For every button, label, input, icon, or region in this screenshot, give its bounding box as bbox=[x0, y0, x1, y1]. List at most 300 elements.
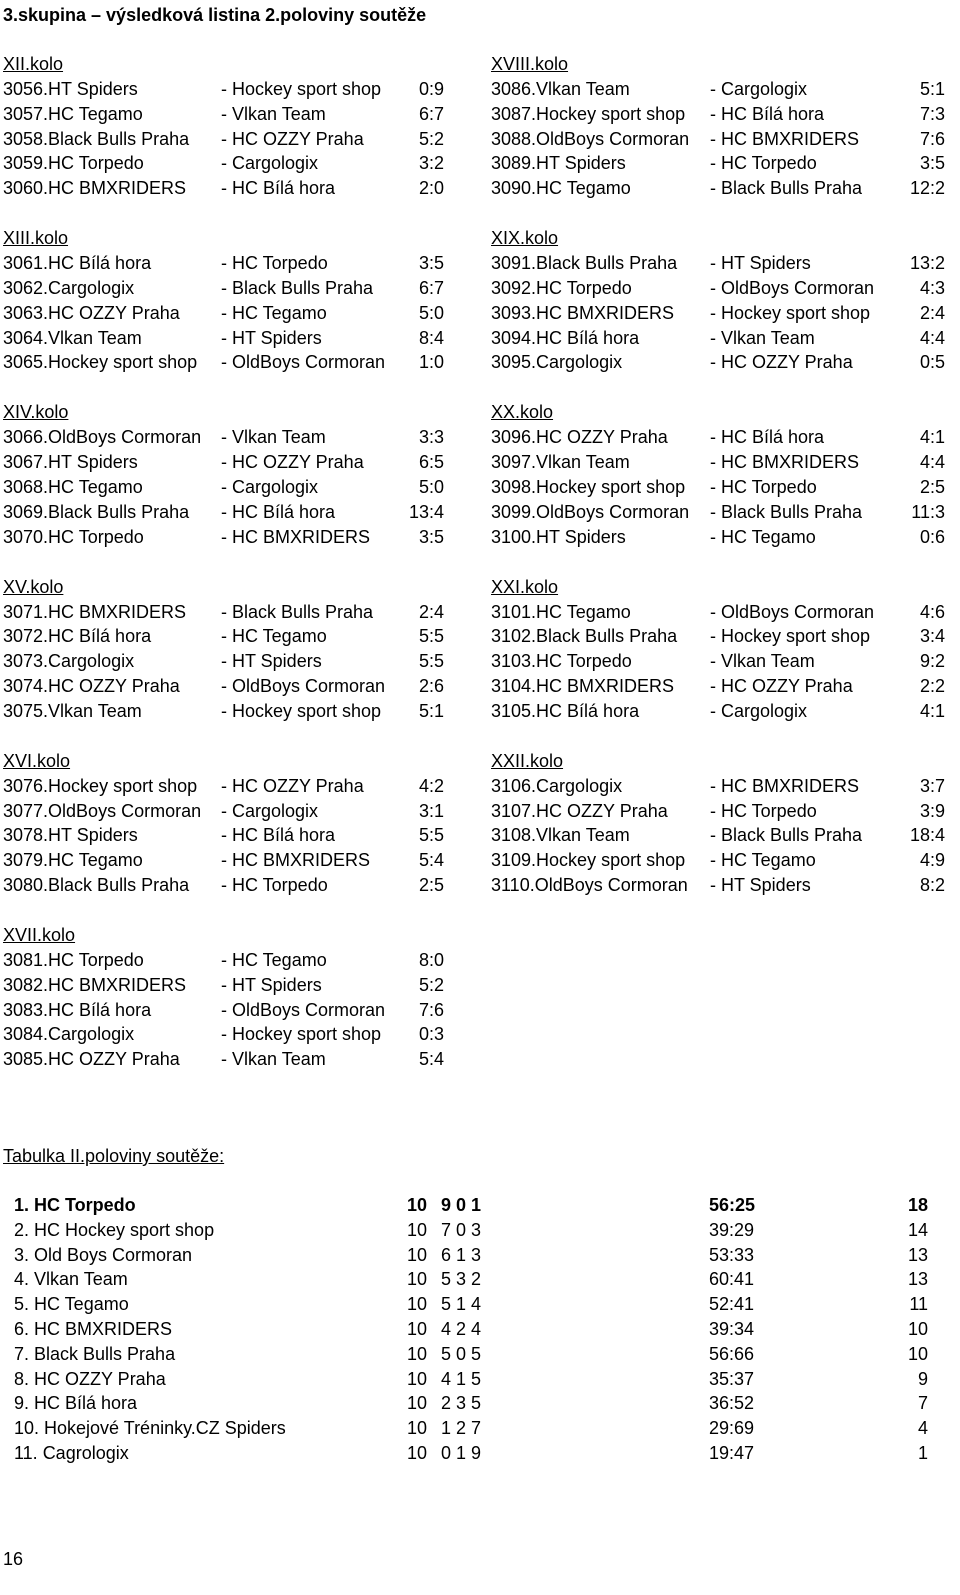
match-row bbox=[491, 475, 951, 500]
match-score: 18:4 bbox=[909, 825, 945, 846]
games-played: 10 bbox=[407, 1418, 428, 1439]
home-team: 3069.Black Bulls Praha bbox=[3, 501, 190, 522]
away-team: - HC BMXRIDERS bbox=[710, 452, 860, 473]
wins-draws-losses: 9 0 1 bbox=[441, 1195, 482, 1215]
home-team: 3097.Vlkan Team bbox=[491, 452, 630, 473]
match-row bbox=[3, 77, 463, 102]
page-number: 16 bbox=[3, 1549, 24, 1569]
match-row bbox=[3, 151, 463, 176]
match-row bbox=[3, 1022, 463, 1047]
team-name: 9. HC Bílá hora bbox=[14, 1393, 138, 1414]
away-team: - Black Bulls Praha bbox=[710, 178, 863, 199]
home-team: 3063.HC OZZY Praha bbox=[3, 302, 180, 323]
match-row bbox=[491, 774, 951, 799]
home-team: 3087.Hockey sport shop bbox=[491, 103, 686, 124]
match-score: 3:2 bbox=[418, 153, 444, 174]
match-score: 5:0 bbox=[418, 302, 444, 323]
round-block bbox=[491, 400, 951, 549]
away-team: - HC BMXRIDERS bbox=[710, 775, 860, 796]
home-team: 3105.HC Bílá hora bbox=[491, 700, 640, 721]
home-team: 3070.HC Torpedo bbox=[3, 526, 144, 547]
match-score: 5:2 bbox=[418, 128, 444, 149]
home-team: 3081.HC Torpedo bbox=[3, 950, 144, 970]
team-name: 5. HC Tegamo bbox=[14, 1294, 129, 1315]
home-team: 3107.HC OZZY Praha bbox=[491, 800, 668, 821]
wins-draws-losses: 7 0 3 bbox=[441, 1219, 482, 1240]
match-row bbox=[3, 973, 463, 998]
match-score: 5:4 bbox=[418, 1049, 444, 1070]
away-team: - HT Spiders bbox=[221, 327, 322, 348]
match-score: 1:0 bbox=[418, 352, 444, 373]
round-title: XIV.kolo bbox=[3, 402, 69, 423]
match-score: 4:6 bbox=[919, 601, 945, 622]
team-name: 1. HC Torpedo bbox=[14, 1195, 136, 1215]
home-team: 3061.HC Bílá hora bbox=[3, 253, 152, 274]
away-team: - HC BMXRIDERS bbox=[221, 526, 371, 547]
standings-row bbox=[0, 1243, 960, 1268]
wins-draws-losses: 1 2 7 bbox=[441, 1418, 482, 1439]
round-title: XX.kolo bbox=[491, 402, 554, 423]
match-row bbox=[3, 624, 463, 649]
points: 11 bbox=[909, 1294, 928, 1315]
away-team: - HC Tegamo bbox=[221, 950, 327, 970]
points: 1 bbox=[917, 1442, 928, 1463]
home-team: 3078.HT Spiders bbox=[3, 825, 138, 846]
home-team: 3082.HC BMXRIDERS bbox=[3, 974, 187, 995]
points: 7 bbox=[917, 1393, 928, 1414]
match-score: 0:6 bbox=[919, 526, 945, 547]
home-team: 3066.OldBoys Cormoran bbox=[3, 427, 202, 448]
match-row bbox=[491, 276, 951, 301]
away-team: - HC Tegamo bbox=[221, 626, 327, 647]
match-score: 2:6 bbox=[418, 675, 444, 696]
away-team: - HT Spiders bbox=[710, 874, 811, 895]
home-team: 3079.HC Tegamo bbox=[3, 850, 143, 871]
match-score: 2:4 bbox=[919, 302, 945, 323]
match-score: 7:6 bbox=[418, 999, 444, 1020]
match-score: 5:4 bbox=[418, 850, 444, 871]
match-row bbox=[3, 823, 463, 848]
match-row bbox=[491, 450, 951, 475]
goal-score: 60:41 bbox=[709, 1269, 755, 1290]
away-team: - Black Bulls Praha bbox=[221, 277, 374, 298]
away-team: - HC OZZY Praha bbox=[221, 128, 364, 149]
team-name: 11. Cagrologix bbox=[14, 1442, 129, 1463]
wins-draws-losses: 4 2 4 bbox=[441, 1318, 482, 1339]
away-team: - HC Tegamo bbox=[710, 850, 816, 871]
home-team: 3108.Vlkan Team bbox=[491, 825, 630, 846]
goal-score: 29:69 bbox=[709, 1418, 755, 1439]
away-team: - HC Torpedo bbox=[710, 800, 817, 821]
home-team: 3075.Vlkan Team bbox=[3, 700, 142, 721]
match-score: 2:4 bbox=[418, 601, 444, 622]
round-title: XXI.kolo bbox=[491, 576, 559, 597]
home-team: 3110.OldBoys Cormoran bbox=[491, 874, 688, 895]
round-block bbox=[3, 749, 463, 898]
away-team: - Vlkan Team bbox=[221, 103, 326, 124]
match-row bbox=[3, 649, 463, 674]
round-block bbox=[491, 52, 951, 201]
match-row bbox=[3, 799, 463, 824]
points: 9 bbox=[917, 1368, 928, 1389]
match-row bbox=[3, 873, 463, 898]
standings-title: Tabulka II.poloviny soutěže: bbox=[3, 1146, 225, 1166]
match-row bbox=[3, 301, 463, 326]
home-team: 3086.Vlkan Team bbox=[491, 79, 630, 99]
match-row bbox=[3, 350, 463, 375]
points: 14 bbox=[907, 1219, 928, 1240]
wins-draws-losses: 0 1 9 bbox=[441, 1442, 482, 1463]
home-team: 3109.Hockey sport shop bbox=[491, 850, 686, 871]
match-row bbox=[491, 674, 951, 699]
away-team: - HC BMXRIDERS bbox=[221, 850, 371, 871]
match-row bbox=[491, 77, 951, 102]
home-team: 3103.HC Torpedo bbox=[491, 651, 632, 672]
round-title: XIII.kolo bbox=[3, 228, 69, 249]
team-name: 8. HC OZZY Praha bbox=[14, 1368, 166, 1389]
away-team: - OldBoys Cormoran bbox=[221, 999, 386, 1020]
standings-row bbox=[0, 1367, 960, 1392]
away-team: - HC Tegamo bbox=[710, 526, 816, 547]
home-team: 3106.Cargologix bbox=[491, 775, 623, 796]
round-block bbox=[3, 923, 463, 1072]
page-title: 3.skupina – výsledková listina 2.poloviny soutěže bbox=[3, 5, 427, 25]
match-row bbox=[491, 649, 951, 674]
match-score: 5:5 bbox=[418, 825, 444, 846]
match-score: 4:2 bbox=[418, 775, 444, 796]
match-row bbox=[491, 251, 951, 276]
away-team: - Cargologix bbox=[221, 800, 319, 821]
away-team: - HC Bílá hora bbox=[710, 103, 825, 124]
games-played: 10 bbox=[407, 1195, 428, 1215]
match-score: 2:2 bbox=[919, 675, 945, 696]
away-team: - Vlkan Team bbox=[710, 651, 815, 672]
team-name: 10. Hokejové Tréninky.CZ Spiders bbox=[14, 1418, 286, 1439]
team-name: 2. HC Hockey sport shop bbox=[14, 1219, 215, 1240]
points: 10 bbox=[907, 1343, 928, 1364]
match-row bbox=[3, 699, 463, 724]
match-row bbox=[3, 848, 463, 873]
home-team: 3088.OldBoys Cormoran bbox=[491, 128, 690, 149]
team-name: 6. HC BMXRIDERS bbox=[14, 1318, 173, 1339]
home-team: 3096.HC OZZY Praha bbox=[491, 427, 668, 448]
home-team: 3101.HC Tegamo bbox=[491, 601, 631, 622]
round-title: XXII.kolo bbox=[491, 750, 564, 771]
goal-score: 56:25 bbox=[709, 1195, 756, 1215]
standings-row bbox=[0, 1391, 960, 1416]
points: 10 bbox=[907, 1318, 928, 1339]
standings-row bbox=[0, 1292, 960, 1317]
standings-row bbox=[0, 1267, 960, 1292]
home-team: 3057.HC Tegamo bbox=[3, 103, 143, 124]
points: 4 bbox=[917, 1418, 928, 1439]
away-team: - HC Torpedo bbox=[221, 253, 328, 274]
standings-row bbox=[0, 1193, 960, 1218]
home-team: 3059.HC Torpedo bbox=[3, 153, 144, 174]
away-team: - HC OZZY Praha bbox=[710, 675, 853, 696]
away-team: - Vlkan Team bbox=[221, 427, 326, 448]
home-team: 3084.Cargologix bbox=[3, 1024, 135, 1045]
away-team: - Hockey sport shop bbox=[710, 626, 871, 647]
away-team: - OldBoys Cormoran bbox=[710, 601, 875, 622]
match-score: 8:4 bbox=[418, 327, 444, 348]
match-score: 0:5 bbox=[919, 352, 945, 373]
match-row bbox=[491, 102, 951, 127]
match-row bbox=[491, 176, 951, 201]
home-team: 3067.HT Spiders bbox=[3, 452, 138, 473]
round-title: XII.kolo bbox=[3, 54, 64, 74]
match-row bbox=[3, 600, 463, 625]
match-score: 3:5 bbox=[418, 526, 444, 547]
home-team: 3085.HC OZZY Praha bbox=[3, 1049, 180, 1070]
away-team: - Cargologix bbox=[221, 476, 319, 497]
games-played: 10 bbox=[407, 1343, 428, 1364]
match-score: 3:5 bbox=[919, 153, 945, 174]
match-score: 3:1 bbox=[418, 800, 444, 821]
home-team: 3072.HC Bílá hora bbox=[3, 626, 152, 647]
home-team: 3062.Cargologix bbox=[3, 277, 135, 298]
match-row bbox=[3, 425, 463, 450]
games-played: 10 bbox=[407, 1368, 428, 1389]
away-team: - Black Bulls Praha bbox=[710, 501, 863, 522]
team-name: 4. Vlkan Team bbox=[14, 1269, 128, 1290]
match-row bbox=[491, 151, 951, 176]
standings-row bbox=[0, 1218, 960, 1243]
away-team: - Hockey sport shop bbox=[221, 79, 382, 99]
away-team: - HT Spiders bbox=[221, 651, 322, 672]
away-team: - Vlkan Team bbox=[221, 1049, 326, 1070]
home-team: 3100.HT Spiders bbox=[491, 526, 626, 547]
home-team: 3076.Hockey sport shop bbox=[3, 775, 198, 796]
match-row bbox=[3, 251, 463, 276]
games-played: 10 bbox=[407, 1269, 428, 1290]
match-row bbox=[3, 102, 463, 127]
away-team: - HC Torpedo bbox=[710, 476, 817, 497]
away-team: - Vlkan Team bbox=[710, 327, 815, 348]
match-row bbox=[491, 350, 951, 375]
away-team: - Hockey sport shop bbox=[710, 302, 871, 323]
away-team: - Cargologix bbox=[710, 79, 808, 99]
goal-score: 39:29 bbox=[709, 1219, 755, 1240]
match-score: 8:2 bbox=[919, 874, 945, 895]
match-row bbox=[491, 624, 951, 649]
match-row bbox=[3, 674, 463, 699]
match-row bbox=[491, 301, 951, 326]
match-score: 9:2 bbox=[919, 651, 945, 672]
round-block bbox=[491, 226, 951, 375]
goal-score: 36:52 bbox=[709, 1393, 755, 1414]
match-score: 4:3 bbox=[919, 277, 945, 298]
match-row bbox=[3, 450, 463, 475]
wins-draws-losses: 5 0 5 bbox=[441, 1343, 482, 1364]
match-score: 5:1 bbox=[418, 700, 444, 721]
home-team: 3056.HT Spiders bbox=[3, 79, 138, 99]
match-score: 6:7 bbox=[418, 103, 444, 124]
away-team: - Hockey sport shop bbox=[221, 700, 382, 721]
games-played: 10 bbox=[407, 1442, 428, 1463]
match-score: 3:9 bbox=[919, 800, 945, 821]
games-played: 10 bbox=[407, 1393, 428, 1414]
match-row bbox=[3, 525, 463, 550]
away-team: - HC Tegamo bbox=[221, 302, 327, 323]
match-score: 3:4 bbox=[919, 626, 945, 647]
match-score: 5:5 bbox=[418, 626, 444, 647]
match-score: 2:5 bbox=[418, 874, 444, 895]
home-team: 3080.Black Bulls Praha bbox=[3, 874, 190, 895]
match-row bbox=[3, 1047, 463, 1072]
match-score: 6:5 bbox=[418, 452, 444, 473]
match-score: 8:0 bbox=[418, 950, 444, 970]
away-team: - HC OZZY Praha bbox=[221, 452, 364, 473]
away-team: - Black Bulls Praha bbox=[710, 825, 863, 846]
home-team: 3083.HC Bílá hora bbox=[3, 999, 152, 1020]
away-team: - HC Bílá hora bbox=[221, 178, 336, 199]
home-team: 3073.Cargologix bbox=[3, 651, 135, 672]
games-played: 10 bbox=[407, 1244, 428, 1265]
wins-draws-losses: 2 3 5 bbox=[441, 1393, 482, 1414]
home-team: 3094.HC Bílá hora bbox=[491, 327, 640, 348]
home-team: 3104.HC BMXRIDERS bbox=[491, 675, 675, 696]
away-team: - Hockey sport shop bbox=[221, 1024, 382, 1045]
away-team: - Cargologix bbox=[221, 153, 319, 174]
match-row bbox=[3, 948, 463, 973]
away-team: - HC Bílá hora bbox=[221, 501, 336, 522]
round-title: XV.kolo bbox=[3, 576, 64, 597]
games-played: 10 bbox=[407, 1318, 428, 1339]
match-row bbox=[3, 500, 463, 525]
match-score: 3:7 bbox=[919, 775, 945, 796]
home-team: 3058.Black Bulls Praha bbox=[3, 128, 190, 149]
home-team: 3095.Cargologix bbox=[491, 352, 623, 373]
round-title: XVI.kolo bbox=[3, 750, 71, 771]
away-team: - Black Bulls Praha bbox=[221, 601, 374, 622]
standings-row bbox=[0, 1416, 960, 1441]
match-row bbox=[3, 998, 463, 1023]
match-score: 6:7 bbox=[418, 277, 444, 298]
home-team: 3065.Hockey sport shop bbox=[3, 352, 198, 373]
match-score: 11:3 bbox=[911, 501, 945, 522]
goal-score: 53:33 bbox=[709, 1244, 755, 1265]
home-team: 3074.HC OZZY Praha bbox=[3, 675, 180, 696]
away-team: - HC OZZY Praha bbox=[221, 775, 364, 796]
home-team: 3060.HC BMXRIDERS bbox=[3, 178, 187, 199]
match-score: 0:3 bbox=[418, 1024, 444, 1045]
match-score: 5:5 bbox=[418, 651, 444, 672]
round-block bbox=[491, 749, 951, 898]
match-row bbox=[491, 848, 951, 873]
match-score: 4:1 bbox=[919, 700, 945, 721]
round-title: XVIII.kolo bbox=[491, 54, 569, 74]
match-score: 12:2 bbox=[909, 178, 945, 199]
standings-table bbox=[0, 1193, 960, 1466]
team-name: 3. Old Boys Cormoran bbox=[14, 1244, 193, 1265]
round-block bbox=[3, 575, 463, 724]
home-team: 3092.HC Torpedo bbox=[491, 277, 632, 298]
standings-row bbox=[0, 1317, 960, 1342]
match-row bbox=[491, 525, 951, 550]
away-team: - Cargologix bbox=[710, 700, 808, 721]
match-row bbox=[491, 500, 951, 525]
match-row bbox=[3, 176, 463, 201]
home-team: 3099.OldBoys Cormoran bbox=[491, 501, 690, 522]
home-team: 3089.HT Spiders bbox=[491, 153, 626, 174]
round-block bbox=[3, 400, 463, 549]
match-row bbox=[491, 127, 951, 152]
away-team: - HC BMXRIDERS bbox=[710, 128, 860, 149]
points: 18 bbox=[907, 1195, 928, 1215]
games-played: 10 bbox=[407, 1219, 428, 1240]
home-team: 3093.HC BMXRIDERS bbox=[491, 302, 675, 323]
home-team: 3068.HC Tegamo bbox=[3, 476, 143, 497]
away-team: - OldBoys Cormoran bbox=[221, 352, 386, 373]
match-row bbox=[3, 774, 463, 799]
round-block bbox=[491, 575, 951, 724]
round-block bbox=[3, 52, 463, 201]
match-score: 5:1 bbox=[919, 79, 945, 99]
match-row bbox=[491, 699, 951, 724]
match-score: 2:5 bbox=[919, 476, 945, 497]
away-team: - OldBoys Cormoran bbox=[221, 675, 386, 696]
match-score: 3:5 bbox=[418, 253, 444, 274]
away-team: - HC Torpedo bbox=[710, 153, 817, 174]
round-block bbox=[3, 226, 463, 375]
match-row bbox=[491, 425, 951, 450]
points: 13 bbox=[907, 1244, 928, 1265]
home-team: 3090.HC Tegamo bbox=[491, 178, 631, 199]
match-score: 3:3 bbox=[418, 427, 444, 448]
goal-score: 56:66 bbox=[709, 1343, 755, 1364]
match-row bbox=[491, 823, 951, 848]
match-score: 4:1 bbox=[919, 427, 945, 448]
match-row bbox=[491, 600, 951, 625]
goal-score: 52:41 bbox=[709, 1294, 755, 1315]
match-score: 4:4 bbox=[919, 452, 945, 473]
home-team: 3064.Vlkan Team bbox=[3, 327, 142, 348]
round-title: XVII.kolo bbox=[3, 925, 76, 945]
wins-draws-losses: 6 1 3 bbox=[441, 1244, 482, 1265]
away-team: - HC Bílá hora bbox=[710, 427, 825, 448]
goal-score: 19:47 bbox=[709, 1442, 755, 1463]
match-score: 7:6 bbox=[919, 128, 945, 149]
wins-draws-losses: 5 3 2 bbox=[441, 1269, 482, 1290]
wins-draws-losses: 4 1 5 bbox=[441, 1368, 482, 1389]
match-score: 4:4 bbox=[919, 327, 945, 348]
points: 13 bbox=[907, 1269, 928, 1290]
away-team: - OldBoys Cormoran bbox=[710, 277, 875, 298]
match-score: 13:2 bbox=[909, 253, 945, 274]
standings-row bbox=[0, 1342, 960, 1367]
match-row bbox=[3, 127, 463, 152]
match-score: 0:9 bbox=[418, 79, 444, 99]
match-row bbox=[491, 799, 951, 824]
match-score: 4:9 bbox=[919, 850, 945, 871]
match-row bbox=[3, 326, 463, 351]
home-team: 3071.HC BMXRIDERS bbox=[3, 601, 187, 622]
goal-score: 39:34 bbox=[709, 1318, 755, 1339]
match-score: 13:4 bbox=[408, 501, 444, 522]
match-score: 7:3 bbox=[919, 103, 945, 124]
standings-row bbox=[0, 1441, 960, 1466]
match-row bbox=[491, 873, 951, 898]
round-title: XIX.kolo bbox=[491, 228, 559, 249]
home-team: 3102.Black Bulls Praha bbox=[491, 626, 678, 647]
away-team: - HC OZZY Praha bbox=[710, 352, 853, 373]
goal-score: 35:37 bbox=[709, 1368, 755, 1389]
match-row bbox=[3, 475, 463, 500]
wins-draws-losses: 5 1 4 bbox=[441, 1294, 482, 1315]
match-score: 5:2 bbox=[418, 974, 444, 995]
home-team: 3091.Black Bulls Praha bbox=[491, 253, 678, 274]
